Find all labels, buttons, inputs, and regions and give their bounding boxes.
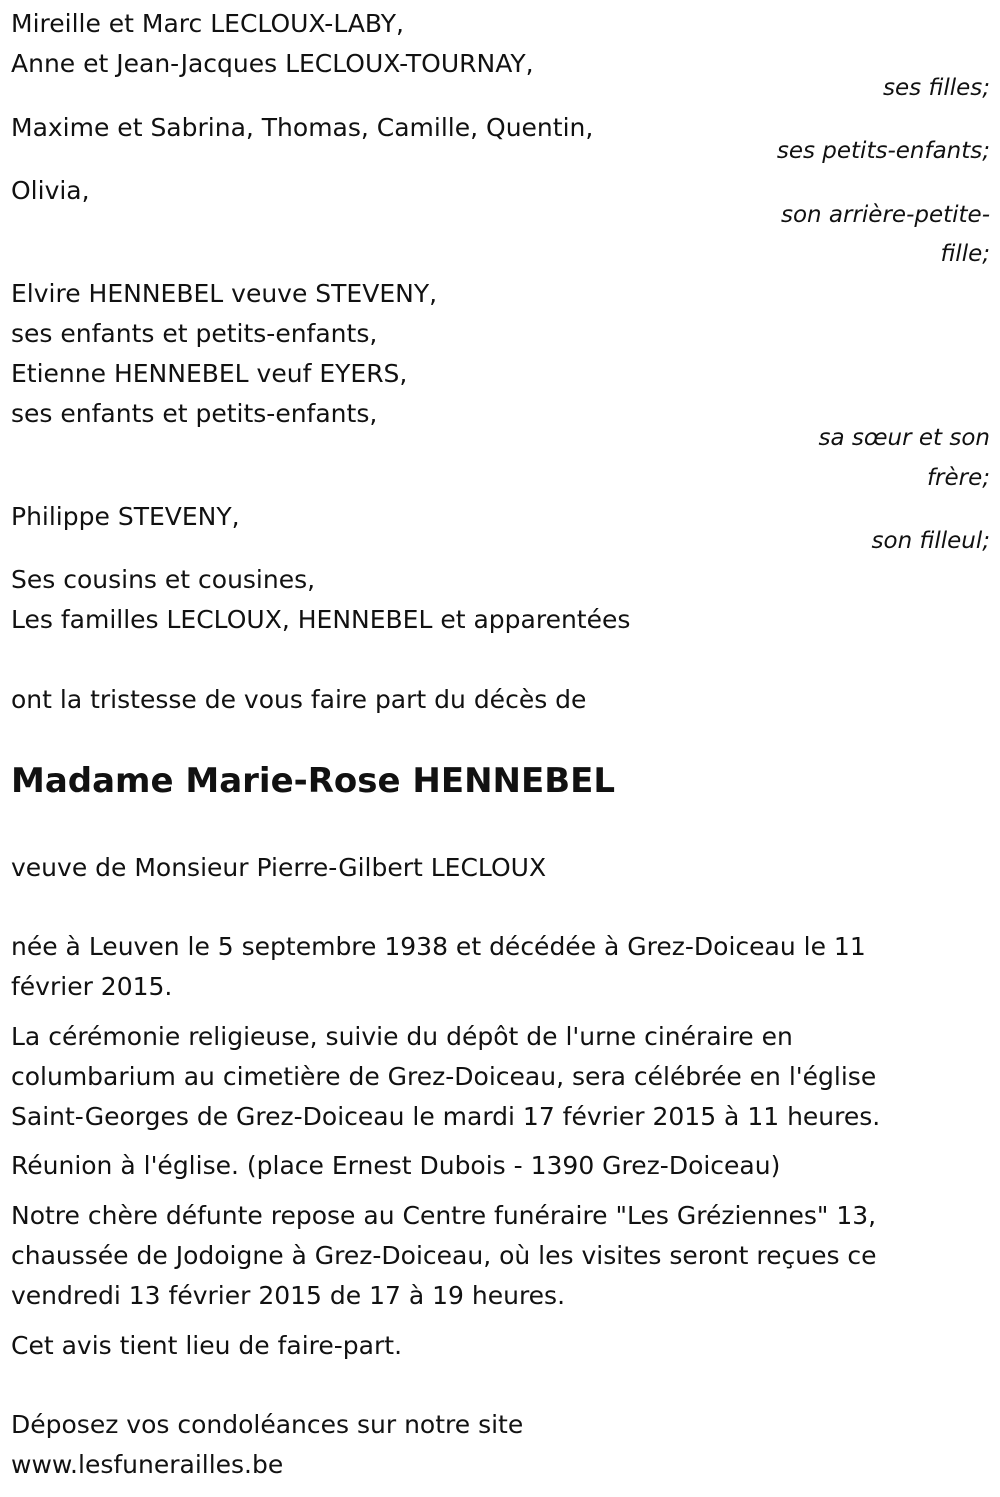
grandchildren-role: ses petits-enfants;	[776, 138, 990, 164]
godson-role: son filleul;	[871, 528, 990, 554]
visitation-line: Notre chère défunte repose au Centre funéraire "Les Gréziennes" 13,	[11, 1201, 877, 1230]
siblings-role: sa sœur et son	[818, 425, 990, 451]
siblings-role: frère;	[926, 465, 990, 491]
daughters-role: ses filles;	[883, 75, 990, 101]
deceased-name: Madame Marie-Rose HENNEBEL	[11, 761, 616, 801]
ceremony-line: columbarium au cimetière de Grez-Doiceau, sera célébrée en l'église	[11, 1062, 877, 1091]
visitation-line: vendredi 13 février 2015 de 17 à 19 heures.	[11, 1281, 566, 1310]
birth-death-line: février 2015.	[11, 972, 173, 1001]
great-granddaughter-role: fille;	[940, 241, 990, 267]
widow-of-text: veuve de Monsieur Pierre-Gilbert LECLOUX	[11, 853, 547, 882]
ceremony-line: Saint-Georges de Grez-Doiceau le mardi 17 février 2015 à 11 heures.	[11, 1102, 881, 1131]
ceremony-line: La cérémonie religieuse, suivie du dépôt de l'urne cinéraire en	[11, 1022, 793, 1051]
sibling-line: Elvire HENNEBEL veuve STEVENY,	[11, 279, 438, 308]
notice-text: Cet avis tient lieu de faire-part.	[11, 1331, 403, 1360]
sibling-line: Etienne HENNEBEL veuf EYERS,	[11, 359, 408, 388]
condolences-text: Déposez vos condoléances sur notre site	[11, 1410, 524, 1439]
sibling-line: ses enfants et petits-enfants,	[11, 319, 378, 348]
meeting-line: Réunion à l'église. (place Ernest Dubois - 1390 Grez-Doiceau)	[11, 1151, 781, 1180]
godson-line: Philippe STEVENY,	[11, 502, 240, 531]
daughter-family-line: Anne et Jean-Jacques LECLOUX-TOURNAY,	[11, 49, 534, 78]
birth-death-line: née à Leuven le 5 septembre 1938 et décédée à Grez-Doiceau le 11	[11, 932, 866, 961]
great-granddaughter-role: son arrière-petite-	[780, 202, 990, 228]
daughter-family-line: Mireille et Marc LECLOUX-LABY,	[11, 9, 404, 38]
relatives-line: Ses cousins et cousines,	[11, 565, 316, 594]
condolences-website-link[interactable]: www.lesfunerailles.be	[11, 1450, 284, 1479]
sibling-line: ses enfants et petits-enfants,	[11, 399, 378, 428]
grandchildren-line: Maxime et Sabrina, Thomas, Camille, Quentin,	[11, 113, 594, 142]
great-granddaughter-line: Olivia,	[11, 176, 90, 205]
visitation-line: chaussée de Jodoigne à Grez-Doiceau, où les visites seront reçues ce	[11, 1241, 877, 1270]
relatives-line: Les familles LECLOUX, HENNEBEL et apparentées	[11, 605, 631, 634]
announcement-text: ont la tristesse de vous faire part du décès de	[11, 685, 587, 714]
